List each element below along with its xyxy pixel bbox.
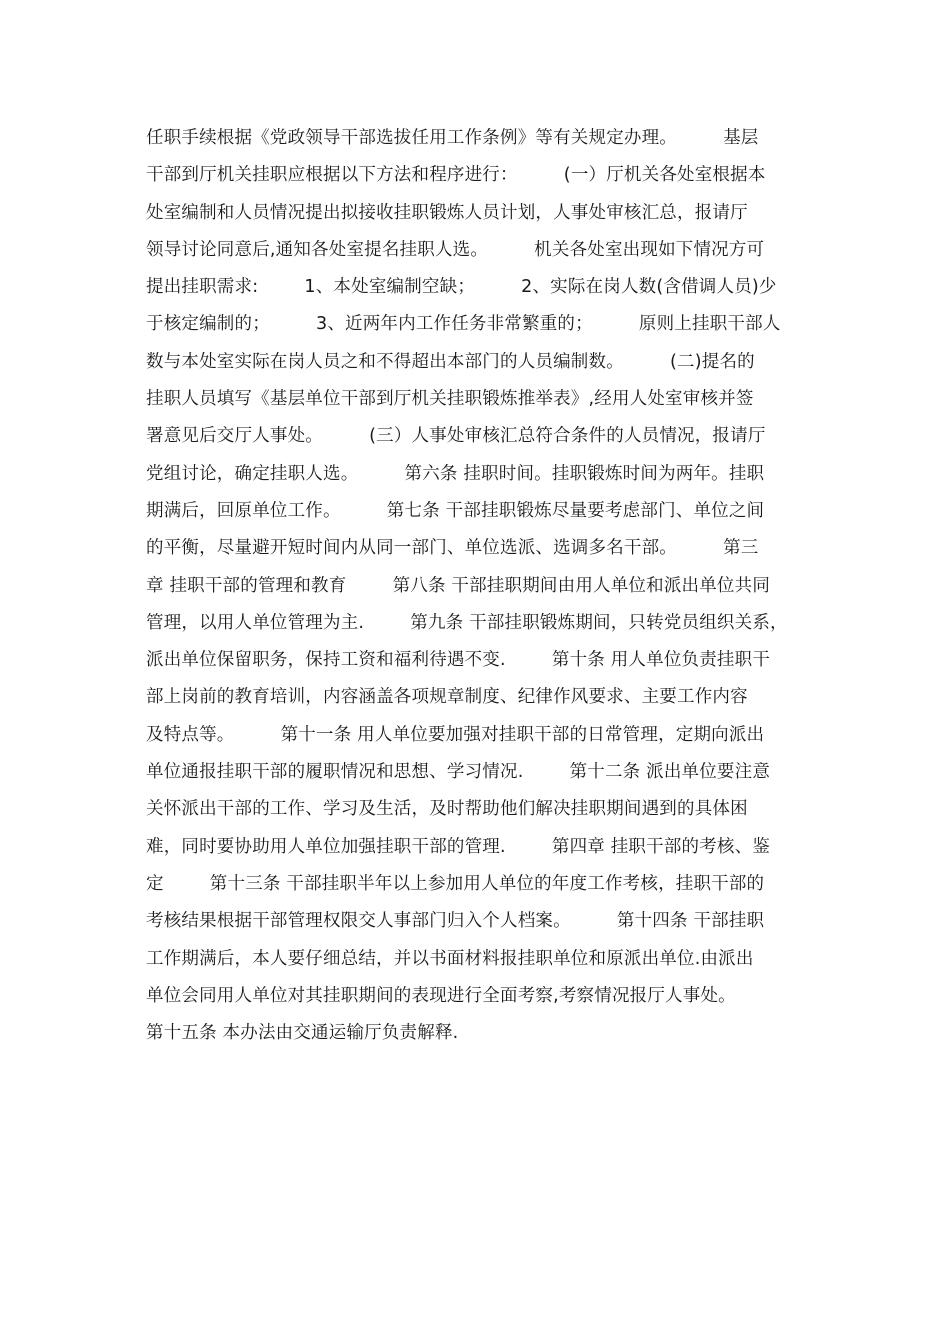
text-line: 党组讨论，确定挂职人选。 第六条 挂职时间。挂职锻炼时间为两年。挂职 — [146, 463, 765, 484]
text-line: 及特点等。 第十一条 用人单位要加强对挂职干部的日常管理，定期向派出 — [146, 724, 765, 745]
text-line: 数与本处室实际在岗人员之和不得超出本部门的人员编制数。 (二)提名的 — [146, 351, 755, 372]
text-line: 定 第十三条 干部挂职半年以上参加用人单位的年度工作考核，挂职干部的 — [146, 873, 765, 894]
text-line: 管理，以用人单位管理为主. 第九条 干部挂职锻炼期间，只转党员组织关系， — [146, 612, 788, 633]
text-line: 提出挂职需求: 1、本处室编制空缺； 2、实际在岗人数(含借调人员)少 — [146, 277, 777, 298]
text-line: 任职手续根据《党政领导干部选拔任用工作条例》等有关规定办理。 基层 — [146, 128, 759, 148]
text-line: 于核定编制的； 3、近两年内工作任务非常繁重的； 原则上挂职干部人 — [146, 314, 781, 335]
text-line: 单位会同用人单位对其挂职期间的表现进行全面考察,考察情况报厅人事处。 — [146, 985, 736, 1006]
text-line: 关怀派出干部的工作、学习及生活，及时帮助他们解决挂职期间遇到的具体困 — [146, 799, 748, 820]
text-line: 工作期满后，本人要仔细总结，并以书面材料报挂职单位和原派出单位.由派出 — [146, 948, 754, 969]
text-line: 期满后，回原单位工作。 第七条 干部挂职锻炼尽量要考虑部门、单位之间 — [146, 500, 765, 521]
text-line: 部上岗前的教育培训，内容涵盖各项规章制度、纪律作风要求、主要工作内容 — [146, 687, 748, 708]
text-line: 处室编制和人员情况提出拟接收挂职锻炼人员计划，人事处审核汇总，报请厅 — [146, 202, 748, 223]
document-body — [146, 120, 826, 1052]
text-line: 单位通报挂职干部的履职情况和思想、学习情况. 第十二条 派出单位要注意 — [146, 762, 771, 783]
text-line: 派出单位保留职务，保持工资和福利待遇不变. 第十条 用人单位负责挂职干 — [146, 650, 771, 671]
text-line: 第十五条 本办法由交通运输厅负责解释. — [146, 1023, 459, 1044]
text-line: 的平衡，尽量避开短时间内从同一部门、单位选派、选调多名干部。 第三 — [146, 538, 759, 559]
text-line: 署意见后交厅人事处。 (三）人事处审核汇总符合条件的人员情况，报请厅 — [146, 426, 766, 447]
text-line: 难，同时要协助用人单位加强挂职干部的管理. 第四章 挂职干部的考核、鉴 — [146, 836, 771, 857]
text-line: 章 挂职干部的管理和教育 第八条 干部挂职期间由用人单位和派出单位共同 — [146, 575, 771, 596]
text-line: 干部到厅机关挂职应根据以下方法和程序进行： (一）厅机关各处室根据本 — [146, 165, 766, 186]
text-line: 挂职人员填写《基层单位干部到厅机关挂职锻炼推举表》,经用人处室审核并签 — [146, 389, 754, 410]
text-line: 领导讨论同意后,通知各处室提名挂职人选。 机关各处室出现如下情况方可 — [146, 239, 765, 260]
text-line: 考核结果根据干部管理权限交人事部门归入个人档案。 第十四条 干部挂职 — [146, 911, 765, 932]
